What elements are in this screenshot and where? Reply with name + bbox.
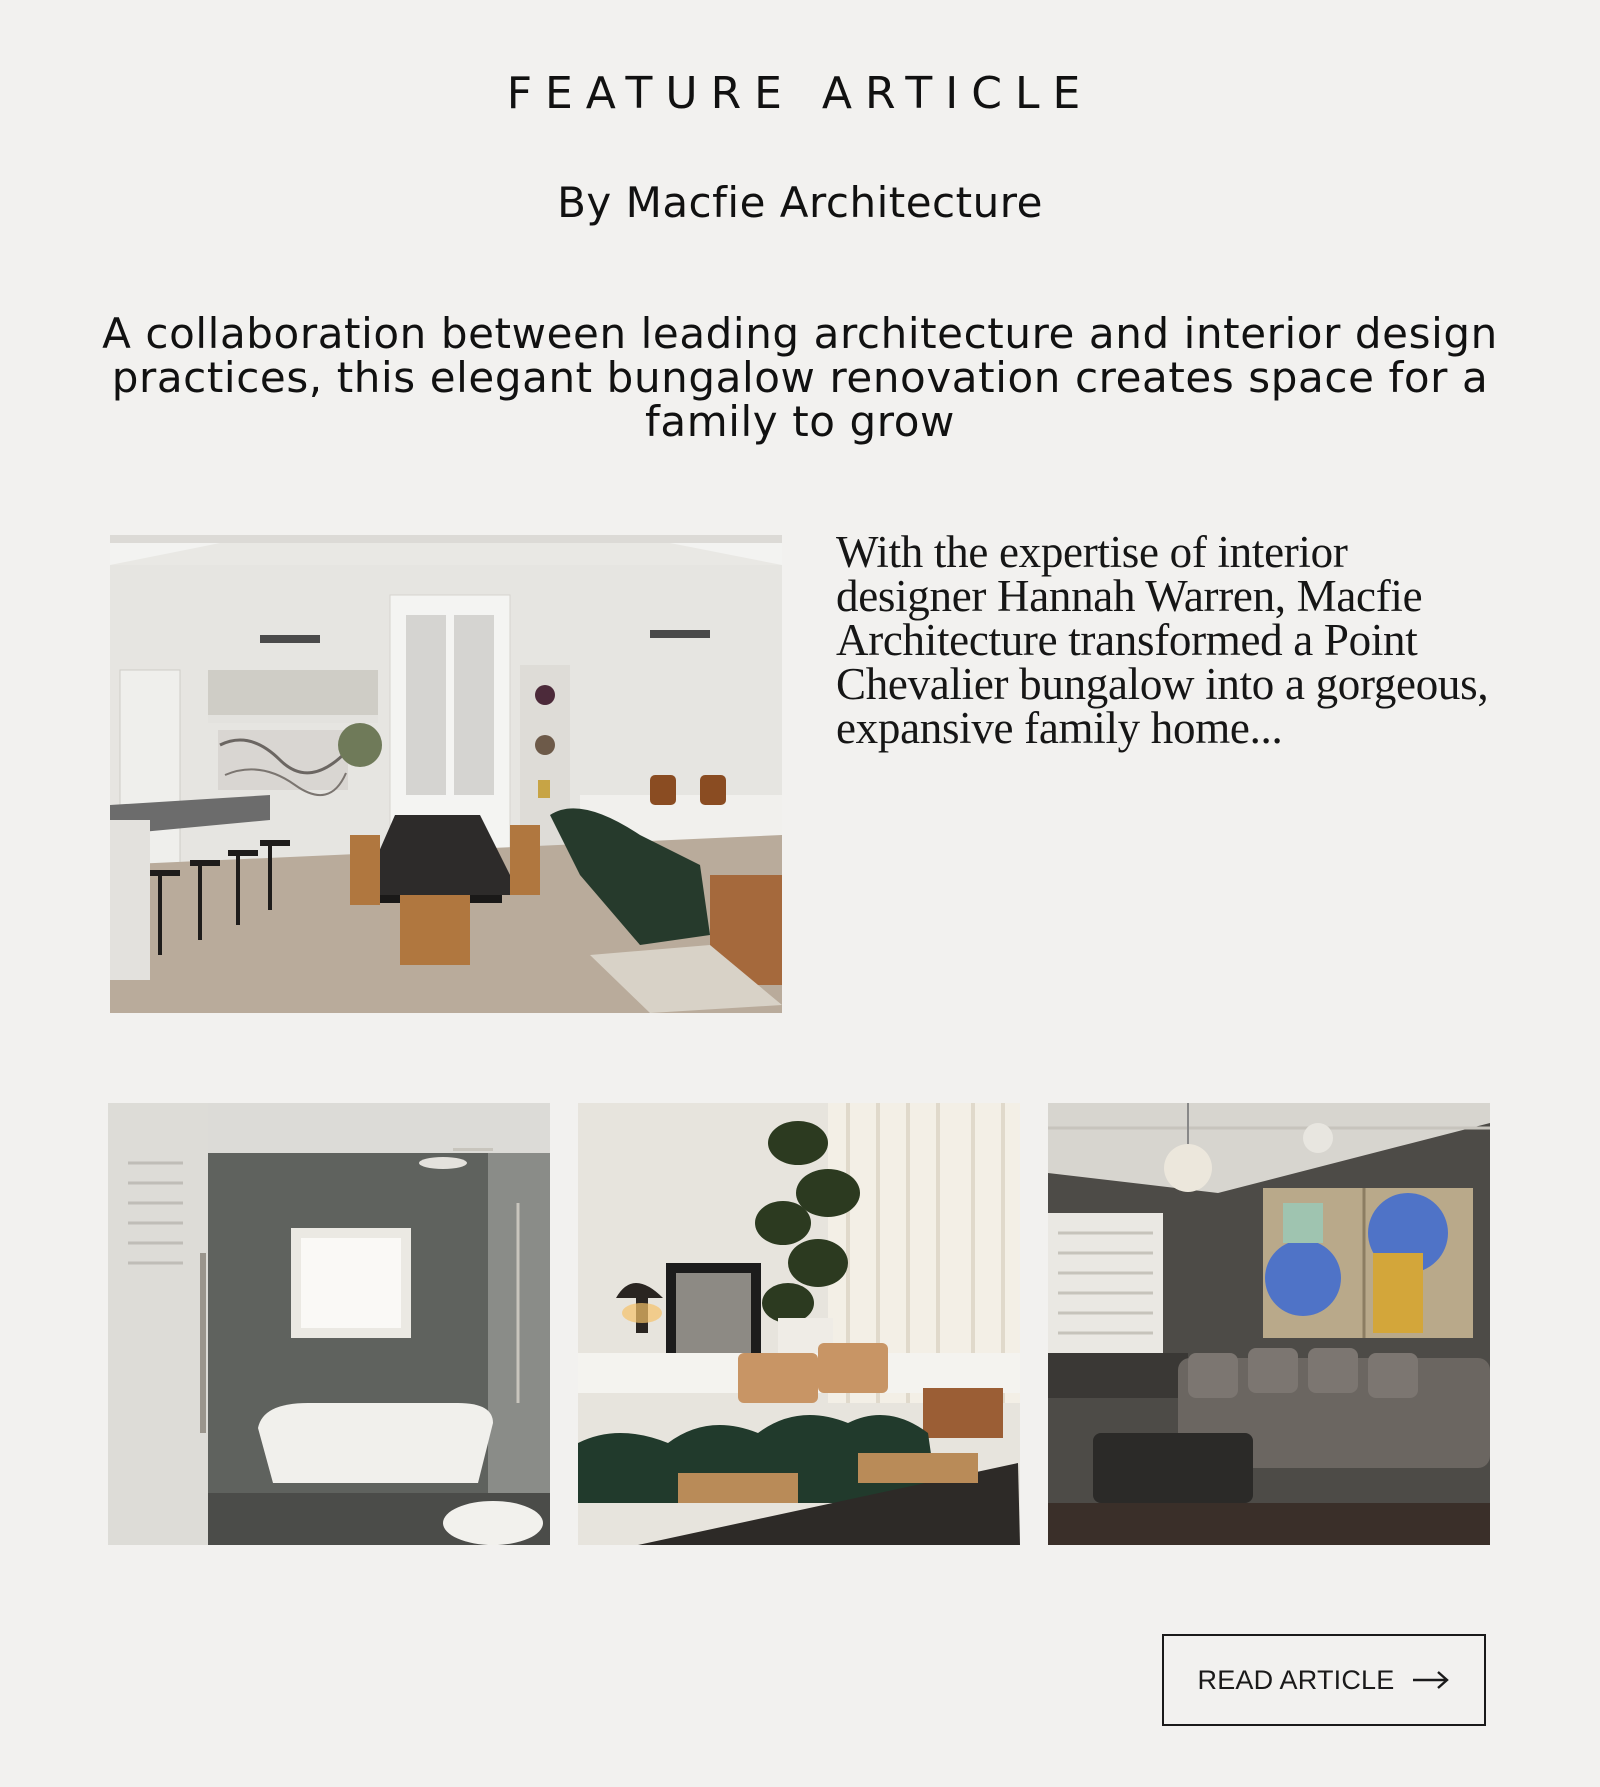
- hero-image-kitchen-dining[interactable]: [110, 535, 782, 1013]
- kitchen-dining-photo: [110, 535, 782, 1013]
- arrow-right-icon: [1412, 1670, 1450, 1690]
- gallery-image-living-corner[interactable]: [578, 1103, 1020, 1545]
- byline: By Macfie Architecture: [557, 178, 1043, 227]
- gallery-image-lounge-room[interactable]: [1048, 1103, 1490, 1545]
- read-article-button[interactable]: [1162, 1634, 1486, 1726]
- gallery-image-bathroom[interactable]: [108, 1103, 550, 1545]
- living-corner-photo: [578, 1103, 1020, 1545]
- eyebrow-label: FEATURE ARTICLE: [506, 68, 1094, 119]
- bathroom-photo: [108, 1103, 550, 1545]
- lounge-room-photo: [1048, 1103, 1490, 1545]
- article-excerpt: With the expertise of interior designer Hannah Warren, Macfie Architecture transformed a Point Chevalier bungalow into a gorgeous, expansive family home...: [836, 527, 1489, 753]
- article-headline: A collaboration between leading architecture and interior design practices, this elegant bungalow renovation creates space for a family to grow: [102, 309, 1498, 446]
- read-article-label: READ ARTICLE: [1197, 1664, 1395, 1695]
